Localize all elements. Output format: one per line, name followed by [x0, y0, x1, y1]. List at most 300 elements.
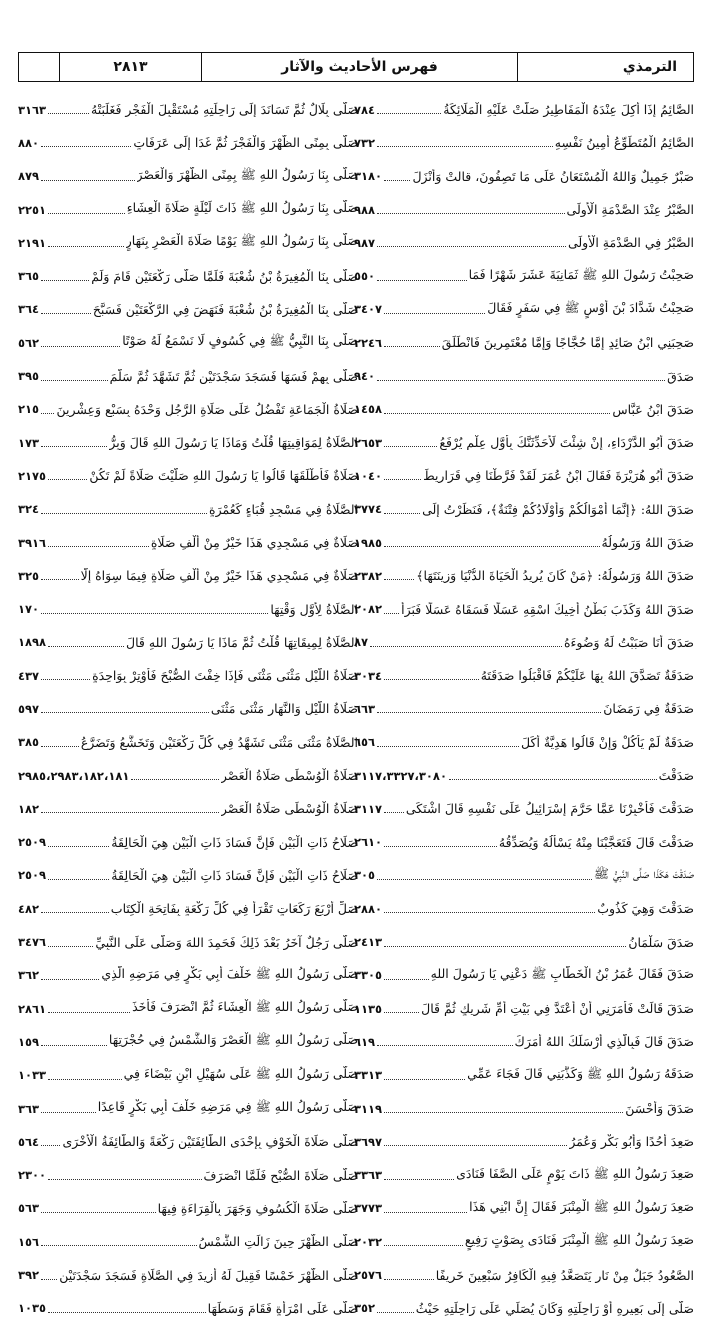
leader-dots — [384, 180, 410, 181]
index-entry — [18, 1192, 358, 1225]
leader-dots — [41, 1279, 57, 1280]
index-entry — [354, 459, 694, 492]
index-entry — [18, 193, 358, 226]
entry-text: صَلَّى بِنَا النَّبِيُّ ﷺ فِي كُسُوفٍ لَا نَسْمَعُ لَهُ صَوْتًا — [122, 333, 358, 349]
index-entry — [354, 959, 694, 992]
entry-text: صَلَاحُ ذَاتِ الْبَيْنِ فَإِنَّ فَسَادَ ذَاتِ الْبَيْنِ هِيَ الْحَالِقَةُ — [111, 867, 358, 883]
entry-number: ٣١٦٣ — [18, 102, 47, 117]
entry-text: صَلَّى بِنَا الْمُغِيرَةُ بْنُ شُعْبَةَ فَلَمَّا صَلَّى رَكْعَتَيْنِ قَامَ وَلَمْ — [91, 268, 358, 284]
entry-number: ٢٤١٣ — [354, 935, 383, 950]
leader-dots — [131, 779, 219, 780]
leader-dots — [48, 946, 93, 947]
entry-text: صَعِدَ رَسُولُ اللهِ ﷺ الْمِنْبَرَ فَنَادَى بِصَوْتٍ رَفِيعٍ — [464, 1232, 694, 1248]
entry-number: ٣١١٧،٣٣٢٧،٣٠٨٠ — [354, 768, 447, 783]
entry-text: الصَّلَاةُ لِمَوَاقِيتِهَا قُلْتُ وَمَاذَا يَا رَسُولَ اللهِ قَالَ وَبِرُّ — [109, 435, 358, 451]
entry-text: صَلَّى إِلَى بَعِيرِهِ أَوْ رَاحِلَتِهِ وَكَانَ يُصَلِّي عَلَى رَاحِلَتِهِ حَيْثُ — [415, 1300, 694, 1316]
leader-dots — [41, 313, 91, 314]
entry-number: ٦٥٦ — [354, 735, 376, 750]
index-entry — [354, 925, 694, 958]
leader-dots — [41, 979, 99, 980]
entry-number: ٢٢٥١ — [18, 202, 47, 217]
entry-number: ١٨٢ — [18, 801, 40, 816]
leader-dots — [41, 1045, 107, 1046]
entry-text: صَلَّى رَسُولُ اللهِ ﷺ عَلَى سُهَيْلِ ابْنِ بَيْضَاءَ فِي — [123, 1065, 358, 1081]
entry-number: ٣٩١٦ — [18, 535, 47, 550]
entry-text: صَدَقَ ابْنُ عَبَّاسٍ — [612, 401, 694, 417]
entry-number: ٧٣٢ — [354, 135, 376, 150]
entry-text: صَلَّى بِمِنًى الظُّهْرَ وَالْفَجْرَ ثُمَّ غَدَا إِلَى عَرَفَاتٍ — [133, 135, 358, 151]
entry-text: صَلَاةُ الْوُسْطَى صَلَاةُ الْعَصْرِ — [220, 768, 358, 784]
leader-dots — [41, 380, 108, 381]
index-entry — [18, 1125, 358, 1158]
entry-number: ٥٥٠ — [354, 269, 376, 284]
entry-text: الصَّعُودُ جَبَلٌ مِنْ نَارٍ يَتَصَعَّدُ فِيهِ الْكَافِرُ سَبْعِينَ خَرِيفًا — [435, 1267, 694, 1283]
index-entry — [18, 726, 358, 759]
entry-number: ٢٠٨٢ — [354, 602, 383, 617]
entry-text: صَلَاةٌ فِي مَسْجِدِي هَذَا خَيْرٌ مِنْ أَلْفِ صَلَاةٍ — [150, 535, 358, 550]
leader-dots — [41, 1245, 196, 1246]
leader-dots — [377, 879, 592, 880]
index-entry — [354, 1025, 694, 1058]
leader-dots — [384, 313, 485, 314]
leader-dots — [384, 1212, 467, 1213]
leader-dots — [384, 613, 399, 614]
leader-dots — [41, 280, 89, 281]
entry-text: صَدَقَ قَالَ فَبِالَّذِي أَرْسَلَكَ اللهُ أَمَرَكَ — [514, 1034, 694, 1050]
index-entry — [18, 426, 358, 459]
entry-text: صَدَقَ أَبُو هُرَيْرَةَ فَقَالَ ابْنُ عُمَرَ لَقَدْ فَرَّطْنَا فِي قَرَارِيطَ — [423, 468, 694, 484]
entry-number: ٣١٨٠ — [354, 169, 383, 184]
entry-number: ٣٢٤ — [18, 502, 40, 517]
entry-number: ٢١٧٥ — [18, 468, 47, 483]
index-entry — [18, 659, 358, 692]
index-entry — [354, 193, 694, 226]
leader-dots — [41, 146, 131, 147]
entry-text: صَحِبَنِي ابْنُ صَائِدٍ إِمَّا حُجَّاجًا وَإِمَّا مُعْتَمِرِينَ فَانْطَلَقَ — [441, 335, 694, 351]
index-entry — [18, 1258, 358, 1291]
index-entry — [18, 1292, 358, 1325]
index-entry — [354, 992, 694, 1025]
entry-number: ٣٤٠٧ — [354, 302, 383, 317]
leader-dots — [384, 812, 404, 813]
leader-dots — [377, 1312, 414, 1313]
entry-text: صَلَاةٌ فَأَطْلَقَهَا قَالُوا يَا رَسُولَ اللهِ صَلَّيْتَ صَلَاةً لَمْ تَكُنْ — [89, 468, 358, 484]
leader-dots — [384, 1245, 463, 1246]
index-entry — [354, 859, 694, 892]
entry-number: ٢٥٠٩ — [18, 835, 47, 850]
leader-dots — [41, 912, 109, 913]
index-entry — [354, 126, 694, 159]
entry-number: ١٧٣ — [18, 435, 40, 450]
leader-dots — [377, 1045, 512, 1046]
entry-text: صَلَّى بِنَا الْمُغِيرَةُ بْنُ شُعْبَةَ فَنَهَضَ فِي الرَّكْعَتَيْنِ فَسَبَّحَ — [92, 301, 358, 317]
index-entry — [354, 160, 694, 193]
entry-number: ١٥٩ — [18, 1034, 40, 1049]
entry-number: ٣١١٩ — [354, 1101, 383, 1116]
index-entry — [18, 959, 358, 992]
entry-number: ٣٦٩٧ — [354, 1134, 383, 1149]
header-empty-cell — [19, 53, 59, 81]
entry-number: ٢٣٠٠ — [18, 1168, 47, 1183]
entry-number: ٣٣٦٣ — [354, 1168, 383, 1183]
leader-dots — [377, 712, 601, 713]
entry-number: ٢٦١٠ — [354, 835, 383, 850]
entry-text: صَدَقْتَ — [658, 768, 694, 784]
index-entry — [354, 426, 694, 459]
leader-dots — [48, 646, 124, 647]
entry-text: صَعِدَ رَسُولُ اللهِ ﷺ الْمِنْبَرَ فَقَالَ إِنَّ ابْنِي هَذَا — [469, 1198, 694, 1214]
entry-number: ١٥٦ — [18, 1234, 40, 1249]
entry-number: ١٤٥٨ — [354, 402, 383, 417]
entry-number: ٢٩٨٥،٢٩٨٣،١٨٢،١٨١ — [18, 768, 130, 783]
entry-text: صَلَاةُ الْوُسْطَى صَلَاةُ الْعَصْرِ — [220, 801, 358, 817]
leader-dots — [48, 1079, 122, 1080]
leader-dots — [384, 1145, 567, 1146]
entry-number: ١٩٨٥ — [354, 535, 383, 550]
entry-text: الصَّائِمُ إِذَا أُكِلَ عِنْدَهُ الْمَفَاطِيرُ صَلَّتْ عَلَيْهِ الْمَلَائِكَةُ — [443, 102, 694, 118]
entry-text: صَلَاةٌ فِي مَسْجِدِي هَذَا خَيْرٌ مِنْ أَلْفِ صَلَاةٍ فِيمَا سِوَاهُ إِلَّا — [80, 568, 358, 584]
leader-dots — [41, 346, 120, 347]
index-entry — [354, 1225, 694, 1258]
entry-text: صَلَّى صَلَاةَ الْخَوْفِ بِإِحْدَى الطَّائِفَتَيْنِ رَكْعَةً وَالطَّائِفَةُ الْأُخْرَى — [62, 1134, 358, 1150]
entry-number: ٦٦٣ — [354, 701, 376, 716]
leader-dots — [449, 779, 657, 780]
index-entry — [354, 759, 694, 792]
entry-text: صَدَقْتَ قَالَ فَتَعَجَّبْنَا مِنْهُ يَسْأَلُهُ وَيُصَدِّقُهُ — [498, 834, 694, 850]
entry-text: صَدَقَ اللهُ وَرَسُولُهُ — [601, 535, 694, 550]
entry-number: ٩٨٧ — [354, 235, 376, 250]
entry-number: ٣٣١٣ — [354, 1068, 383, 1083]
entry-text: الصَّلَاةُ لِأَوَّلِ وَقْتِهَا — [270, 601, 358, 617]
index-entry — [18, 892, 358, 925]
leader-dots — [41, 1145, 60, 1146]
leader-dots — [384, 446, 437, 447]
entry-number: ٣٤٧٦ — [18, 935, 47, 950]
leader-dots — [377, 113, 441, 114]
leader-dots — [48, 246, 124, 247]
index-entry — [354, 592, 694, 625]
entry-text: صَدَقَةٌ فِي رَمَضَانَ — [603, 701, 694, 717]
entry-number: ٣٩٥ — [18, 369, 40, 384]
leader-dots — [384, 413, 610, 414]
entry-text: صَلَّى رَسُولُ اللهِ ﷺ خَلْفَ أَبِي بَكْرٍ فِي مَرَضِهِ الَّذِي — [101, 965, 358, 981]
leader-dots — [384, 579, 414, 580]
leader-dots — [384, 979, 429, 980]
index-entry — [354, 359, 694, 392]
index-entry — [18, 826, 358, 859]
index-entry — [18, 925, 358, 958]
index-entry — [18, 93, 358, 126]
leader-dots — [48, 1312, 206, 1313]
index-entry — [18, 759, 358, 792]
leader-dots — [384, 479, 421, 480]
entry-number: ٢٢٤٦ — [354, 335, 383, 350]
index-entry — [354, 1292, 694, 1325]
section-title: فهرس الأحاديث والآثار — [201, 53, 517, 81]
entry-text: صَلَّى الظُّهْرَ خَمْسًا فَقِيلَ لَهُ أَزِيدَ فِي الصَّلَاةِ فَسَجَدَ سَجْدَتَيْنِ — [59, 1267, 358, 1283]
leader-dots — [384, 1012, 419, 1013]
leader-dots — [384, 946, 626, 947]
entry-text: صَلَّى الظُّهْرَ حِينَ زَالَتِ الشَّمْسُ — [198, 1234, 358, 1250]
entry-text: الصَّبْرُ عِنْدَ الصَّدْمَةِ الْأُولَى — [566, 202, 694, 218]
index-entry — [354, 1159, 694, 1192]
index-entry — [18, 226, 358, 259]
entry-number: ١٨٩٨ — [18, 635, 47, 650]
index-entry — [354, 892, 694, 925]
entry-number: ١٠٣٥ — [18, 1301, 47, 1316]
entry-number: ٣٥٢ — [354, 1301, 376, 1316]
index-entry — [18, 126, 358, 159]
leader-dots — [384, 1279, 434, 1280]
entry-number: ٣٦٢ — [18, 968, 40, 983]
entry-text: صَدَقَ أَنَا صَبَبْتُ لَهُ وَضُوءَهُ — [563, 634, 694, 650]
index-entry — [18, 1225, 358, 1258]
leader-dots — [41, 513, 207, 514]
index-column-left — [18, 93, 358, 1325]
leader-dots — [41, 679, 90, 680]
index-entry — [18, 992, 358, 1025]
entry-text: صَدَقْتَ وَهِيَ كَذُوبٌ — [597, 901, 694, 917]
entry-text: صَدَقْتَ هَكَذَا صَلَّى النَّبِيُّ ﷺ — [593, 865, 694, 881]
entry-text: صَدَقَ فَقَالَ عُمَرُ بْنُ الْخَطَّابِ ﷺ دَعْنِي يَا رَسُولَ اللهِ — [430, 965, 694, 981]
page-number: ٢٨١٣ — [59, 53, 201, 81]
entry-text: صَلَّى صَلَاةَ الْكُسُوفِ وَجَهَرَ بِالْقِرَاءَةِ فِيهَا — [157, 1200, 358, 1216]
entry-text: صَلَّى رَسُولُ اللهِ ﷺ فِي مَرَضِهِ خَلْفَ أَبِي بَكْرٍ قَاعِدًا — [97, 1099, 358, 1115]
entry-text: صَحِبْتُ رَسُولَ اللهِ ﷺ ثَمَانِيَةَ عَشَرَ شَهْرًا فَمَا — [468, 266, 694, 282]
entry-text: صَلَاحُ ذَاتِ الْبَيْنِ فَإِنَّ فَسَادَ ذَاتِ الْبَيْنِ هِيَ الْحَالِقَةُ — [111, 834, 358, 850]
book-title: الترمذي — [517, 53, 693, 81]
index-entry — [354, 393, 694, 426]
entry-number: ٣٦٣ — [18, 1101, 40, 1116]
leader-dots — [377, 246, 566, 247]
leader-dots — [377, 746, 519, 747]
entry-text: صَلَّى بِلَالٌ ثُمَّ تَسَانَدَ إِلَى رَاحِلَتِهِ مُسْتَقْبِلَ الْفَجْرِ فَغَلَبَتْهُ — [91, 102, 358, 118]
index-entry — [18, 1025, 358, 1058]
leader-dots — [384, 912, 595, 913]
leader-dots — [41, 812, 219, 813]
index-entry — [354, 1059, 694, 1092]
leader-dots — [48, 113, 89, 114]
entry-text: صَعِدَ رَسُولُ اللهِ ﷺ ذَاتَ يَوْمٍ عَلَى الصَّفَا فَنَادَى — [456, 1165, 694, 1181]
index-entry — [18, 626, 358, 659]
entry-number: ٢٥٧٦ — [354, 1268, 383, 1283]
entry-number: ٥٦٣ — [18, 1201, 40, 1216]
leader-dots — [384, 1079, 465, 1080]
entry-number: ٢٠٣٢ — [354, 1234, 383, 1249]
entry-text: صَلَّى بِنَا رَسُولُ اللهِ ﷺ بِمِنًى الظُّهْرَ وَالْعَصْرَ — [136, 166, 358, 182]
index-entry — [18, 859, 358, 892]
entry-text: الصَّائِمُ الْمُتَطَوِّعُ أَمِينُ نَفْسِهِ — [554, 135, 694, 151]
entry-text: صَدَقَ وَأَحْسَنَ — [625, 1101, 694, 1117]
entry-number: ٧٨٤ — [354, 102, 376, 117]
entry-number: ٢١٥ — [18, 402, 40, 417]
entry-text: صَلَاةُ الْجَمَاعَةِ تَفْضُلُ عَلَى صَلَاةِ الرَّجُلِ وَحْدَهُ بِسَبْعٍ وَعِشْرِينَ — [56, 401, 358, 417]
leader-dots — [41, 413, 54, 414]
index-entry — [18, 359, 358, 392]
entry-text: صَدَقَ قَالَتْ فَأَمَرَنِي أَنْ أَعْتَدَّ فِي بَيْتِ أُمِّ شَرِيكٍ ثُمَّ قَالَ — [421, 1001, 694, 1017]
index-entry — [18, 1092, 358, 1125]
leader-dots — [41, 579, 79, 580]
leader-dots — [48, 213, 125, 214]
leader-dots — [41, 446, 107, 447]
entry-number: ٣٦٤ — [18, 302, 40, 317]
page-header — [18, 52, 694, 82]
leader-dots — [384, 546, 599, 547]
leader-dots — [377, 146, 553, 147]
entry-number: ٣١١٧ — [354, 801, 383, 816]
leader-dots — [41, 613, 268, 614]
entry-number: ٨٧٩ — [18, 169, 40, 184]
index-entry — [354, 726, 694, 759]
leader-dots — [377, 280, 467, 281]
entry-number: ١٠٣٣ — [18, 1068, 47, 1083]
entry-number: ٣٣٠٥ — [354, 968, 383, 983]
entry-text: صَدَقَةٌ تَصَدَّقَ اللهُ بِهَا عَلَيْكُمْ فَاقْبَلُوا صَدَقَتَهُ — [480, 668, 694, 684]
leader-dots — [384, 846, 497, 847]
entry-text: صَدَقَةٌ لَمْ يَأْكُلْ وَإِنْ قَالُوا هَدِيَّةٌ أَكَلَ — [521, 734, 694, 750]
entry-number: ٨٧ — [354, 635, 369, 650]
index-entry — [354, 826, 694, 859]
index-entry — [354, 626, 694, 659]
entry-number: ٤٨٢ — [18, 901, 40, 916]
index-entry — [354, 259, 694, 292]
entry-text: صَلَّى صَلَاةَ الصُّبْحِ فَلَمَّا انْصَرَفَ — [203, 1167, 358, 1183]
leader-dots — [48, 546, 149, 547]
entry-text: صَلَّى بِهِمْ فَسَهَا فَسَجَدَ سَجْدَتَيْنِ ثُمَّ تَشَهَّدَ ثُمَّ سَلَّمَ — [109, 368, 358, 384]
leader-dots — [48, 846, 109, 847]
entry-number: ٣٧٧٤ — [354, 502, 383, 517]
entry-text: صَدَقَ سَلْمَانُ — [628, 934, 694, 950]
entry-text: الصَّلَاةُ لِمِيقَاتِهَا قُلْتُ ثُمَّ مَاذَا يَا رَسُولَ اللهِ قَالَ — [126, 634, 358, 650]
entry-number: ٩٨٨ — [354, 202, 376, 217]
index-entry — [18, 160, 358, 193]
leader-dots — [384, 1179, 454, 1180]
entry-text: الصَّبْرُ فِي الصَّدْمَةِ الْأُولَى — [567, 235, 694, 251]
index-entry — [18, 1059, 358, 1092]
entry-number: ٣٠٥ — [354, 868, 376, 883]
leader-dots — [384, 513, 420, 514]
leader-dots — [377, 213, 564, 214]
entry-number: ١١٣٥ — [354, 1001, 383, 1016]
entry-number: ٢٣٨٢ — [354, 568, 383, 583]
index-entry — [354, 559, 694, 592]
index-entry — [18, 1159, 358, 1192]
index-entry — [354, 326, 694, 359]
entry-text: الصَّلَاةُ فِي مَسْجِدِ قُبَاءٍ كَعُمْرَةٍ — [209, 501, 358, 517]
entry-text: صَلَّى رَسُولُ اللهِ ﷺ الْعَصْرَ وَالشَّمْسُ فِي حُجْرَتِهَا — [108, 1032, 358, 1048]
entry-number: ٣٦٥ — [18, 269, 40, 284]
entry-text: صَعِدَ أُحُدًا وَأَبُو بَكْرٍ وَعُمَرُ — [569, 1134, 694, 1150]
entry-text: صَلَّى بِنَا رَسُولُ اللهِ ﷺ يَوْمًا صَلَاةَ الْعَصْرِ بِنَهَارٍ — [125, 233, 358, 249]
index-entry — [354, 1125, 694, 1158]
entry-number: ٨٨٠ — [18, 135, 40, 150]
entry-text: صَلَّى رَسُولُ اللهِ ﷺ الْعِشَاءَ ثُمَّ انْصَرَفَ فَأَخَذَ — [132, 999, 358, 1015]
entry-text: صَدَقَ — [667, 368, 694, 384]
entry-number: ٣٨٥ — [18, 735, 40, 750]
entry-number: ٢٨٦١ — [18, 1001, 47, 1016]
index-entry — [18, 493, 358, 526]
entry-text: صَدَقَ اللهُ وَكَذَبَ بَطْنُ أَخِيكَ اسْقِهِ عَسَلًا فَسَقَاهُ عَسَلًا فَبَرَأَ — [401, 601, 694, 617]
entry-number: ٥٩٧ — [18, 701, 40, 716]
leader-dots — [377, 380, 665, 381]
entry-number: ٣٧٧٣ — [354, 1201, 383, 1216]
index-entry — [354, 493, 694, 526]
entry-text: صَدَقْتَ فَأَخْبِرْنَا عَمَّا حَرَّمَ إِسْرَائِيلُ عَلَى نَفْسِهِ قَالَ اشْتَكَى — [405, 801, 694, 817]
index-entry — [354, 792, 694, 825]
entry-text: صَلَّى رَجُلٌ آخَرُ بَعْدَ ذَلِكَ فَحَمِدَ اللهَ وَصَلَّى عَلَى النَّبِيِّ — [95, 934, 358, 950]
entry-number: ٣٠٣٤ — [354, 668, 383, 683]
entry-number: ٤٣٧ — [18, 668, 40, 683]
index-entry — [18, 559, 358, 592]
index-entry — [354, 659, 694, 692]
index-entry — [354, 526, 694, 559]
entry-number: ٢٨٨٠ — [354, 901, 383, 916]
leader-dots — [384, 346, 440, 347]
index-entry — [18, 259, 358, 292]
entry-number: ١٧٠ — [18, 602, 40, 617]
leader-dots — [41, 746, 79, 747]
leader-dots — [41, 712, 209, 713]
entry-text: صَلَاةُ اللَّيْلِ وَالنَّهَارِ مَثْنَى مَثْنَى — [210, 701, 358, 717]
index-entry — [18, 792, 358, 825]
index-column-right — [354, 93, 694, 1325]
entry-text: صَدَقَهُ رَسُولُ اللهِ ﷺ وَكَذَّبَنِي قَالَ فَجَاءَ عَمِّي — [467, 1065, 694, 1081]
index-entry — [354, 226, 694, 259]
leader-dots — [41, 180, 134, 181]
entry-text: صَدَقَ اللهُ: ﴿إِنَّمَا أَمْوَالُكُمْ وَأَوْلَادُكُمْ فِتْنَةٌ﴾، فَنَظَرْتُ إِلَى — [422, 501, 694, 517]
index-entry — [354, 692, 694, 725]
index-entry — [18, 459, 358, 492]
index-entry — [18, 393, 358, 426]
entry-text: صَلَّى عَلَى امْرَأَةٍ فَقَامَ وَسَطَهَا — [207, 1300, 358, 1316]
index-entry — [354, 1192, 694, 1225]
index-entry — [354, 1258, 694, 1291]
entry-text: صَلِّ أَرْبَعَ رَكَعَاتٍ تَقْرَأُ فِي كُلِّ رَكْعَةٍ بِفَاتِحَةِ الْكِتَابِ — [110, 901, 358, 917]
leader-dots — [41, 1212, 156, 1213]
entry-number: ٣٢٥ — [18, 568, 40, 583]
entry-number: ٢٦٥٣ — [354, 435, 383, 450]
entry-text: صَلَاةُ اللَّيْلِ مَثْنَى مَثْنَى فَإِذَا خِفْتَ الصُّبْحَ فَأَوْتِرْ بِوَاحِدَةٍ — [92, 668, 358, 684]
entry-text: صَحِبْتُ شَدَّادَ بْنَ أَوْسٍ ﷺ فِي سَفَرٍ فَقَالَ — [487, 299, 694, 315]
entry-number: ٢٥٠٩ — [18, 868, 47, 883]
index-entry — [18, 526, 358, 559]
index-entry — [18, 592, 358, 625]
index-entry — [354, 93, 694, 126]
entry-number: ٥٦٢ — [18, 335, 40, 350]
leader-dots — [370, 646, 562, 647]
leader-dots — [48, 1179, 201, 1180]
entry-number: ٦١٩ — [354, 1034, 376, 1049]
index-entry — [354, 293, 694, 326]
leader-dots — [48, 479, 87, 480]
entry-text: صَلَّى بِنَا رَسُولُ اللهِ ﷺ ذَاتَ لَيْلَةٍ صَلَاةَ الْعِشَاءِ — [126, 200, 358, 216]
entry-number: ٥٦٤ — [18, 1134, 40, 1149]
leader-dots — [384, 679, 479, 680]
entry-number: ٩٤٠ — [354, 369, 376, 384]
index-entry — [18, 326, 358, 359]
entry-text: صَدَقَ اللهُ وَرَسُولُهُ: ﴿مَنْ كَانَ يُرِيدُ الْحَيَاةَ الدُّنْيَا وَزِينَتَهَا﴾ — [416, 568, 694, 584]
index-entry — [354, 1092, 694, 1125]
index-entry — [18, 293, 358, 326]
index-entry — [18, 692, 358, 725]
leader-dots — [48, 879, 109, 880]
entry-number: ٣٩٢ — [18, 1268, 40, 1283]
entry-text: صَبْرٌ جَمِيلٌ وَاللهُ الْمُسْتَعَانُ عَلَى مَا تَصِفُونَ، قالتْ وَأَنْزَلَ — [412, 168, 694, 184]
leader-dots — [48, 1012, 130, 1013]
entry-number: ٢١٩١ — [18, 235, 47, 250]
entry-text: الصَّلَاةُ مَثْنَى مَثْنَى تَشَهَّدُ فِي كُلِّ رَكْعَتَيْنِ وَتَخَشَّعُ وَتَضَرَّعُ — [80, 734, 358, 750]
entry-text: صَدَقَ أَبُو الدَّرْدَاءِ، إِنْ شِئْتَ لَأُحَدِّثَنَّكَ بِأَوَّلِ عِلْمٍ يُرْفَعُ — [439, 435, 694, 451]
